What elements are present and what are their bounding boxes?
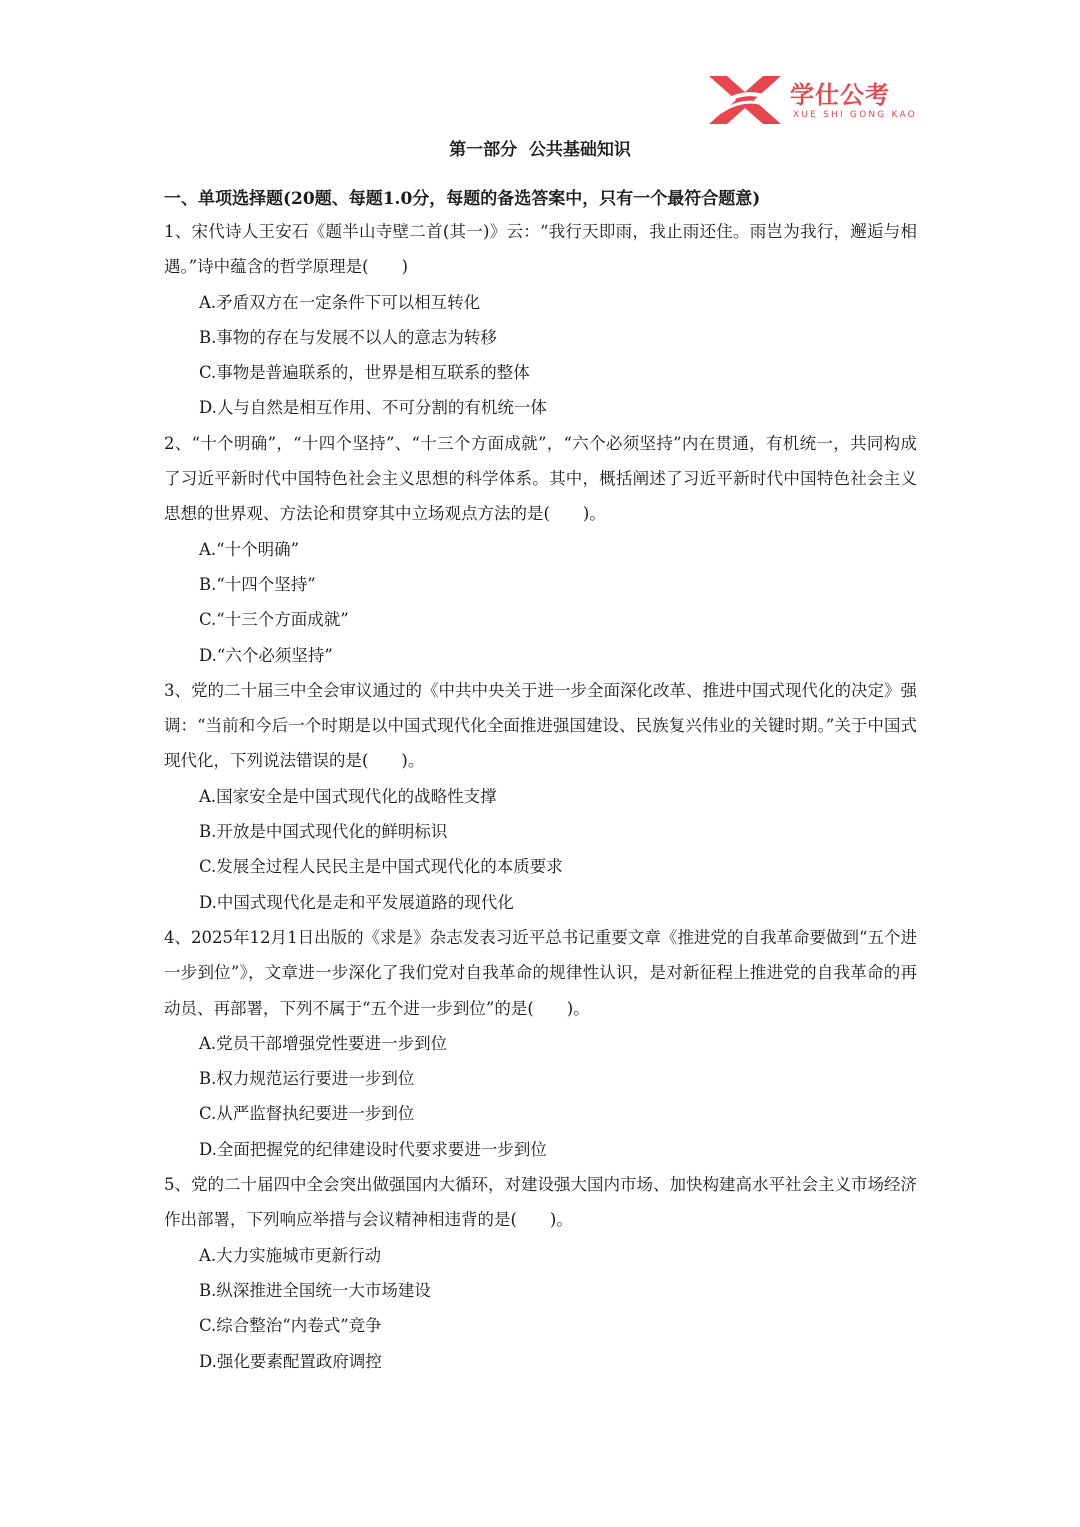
option-d: D.强化要素配置政府调控	[199, 1351, 382, 1371]
option-b: B.事物的存在与发展不以人的意志为转移	[199, 327, 497, 347]
option-c: C.综合整治“内卷式”竞争	[199, 1316, 382, 1336]
option-a: A.“十个明确”	[199, 539, 300, 559]
option-a: A.矛盾双方在一定条件下可以相互转化	[199, 292, 481, 312]
option-b: B.“十四个坚持”	[199, 574, 316, 594]
brand-logo	[707, 74, 922, 130]
option-b: B.权力规范运行要进一步到位	[199, 1069, 415, 1089]
logo-name-cn: 学仕公考	[790, 81, 890, 109]
option-c: C.“十三个方面成就”	[199, 610, 349, 630]
logo-name-en: XUE SHI GONG KAO	[793, 110, 917, 120]
question-stem: 5、党的二十届四中全会突出做强国内大循环，对建设强大国内市场、加快构建高水平社会主义市场经济作出部署，下列响应举措与会议精神相违背的是( )。	[164, 1175, 917, 1230]
option-a: A.大力实施城市更新行动	[199, 1245, 382, 1265]
option-a: A.党员干部增强党性要进一步到位	[199, 1033, 448, 1053]
question-stem: 1、宋代诗人王安石《题半山寺壁二首(其一)》云：“我行天即雨，我止雨还住。雨岂为我行，邂逅与相遇。”诗中蕴含的哲学原理是( )	[164, 222, 917, 277]
part-title: 第一部分 公共基础知识	[449, 140, 631, 160]
question-stem: 4、2025年12月1日出版的《求是》杂志发表习近平总书记重要文章《推进党的自我革命要做到“五个进一步到位”》，文章进一步深化了我们党对自我革命的规律性认识，是对新征程上推进党的自我革命的再动员、再部署，下列不属于“五个进一步到位”的是( )。	[164, 927, 917, 1018]
option-d: D.全面把握党的纪律建设时代要求要进一步到位	[199, 1139, 547, 1159]
option-d: D.“六个必须坚持”	[199, 645, 333, 665]
question-list	[164, 214, 917, 1379]
option-b: B.纵深推进全国统一大市场建设	[199, 1280, 431, 1300]
question-stem: 2、“十个明确”，“十四个坚持”、“十三个方面成就”，“六个必须坚持”内在贯通，有机统一，共同构成了习近平新时代中国特色社会主义思想的科学体系。其中，概括阐述了习近平新时代中国特色社会主义思想的世界观、方法论和贯穿其中立场观点方法的是( )。	[164, 433, 917, 524]
question-1	[164, 214, 917, 426]
question-3	[164, 673, 917, 920]
option-b: B.开放是中国式现代化的鲜明标识	[199, 822, 448, 842]
question-stem: 3、党的二十届三中全会审议通过的《中共中央关于进一步全面深化改革、推进中国式现代化的决定》强调：“当前和今后一个时期是以中国式现代化全面推进强国建设、民族复兴伟业的关键时期。”关于中国式现代化，下列说法错误的是( )。	[164, 680, 917, 771]
option-c: C.从严监督执纪要进一步到位	[199, 1104, 415, 1124]
question-2	[164, 426, 917, 673]
option-c: C.发展全过程人民民主是中国式现代化的本质要求	[199, 857, 563, 877]
question-5	[164, 1167, 917, 1379]
question-4	[164, 920, 917, 1167]
option-c: C.事物是普遍联系的，世界是相互联系的整体	[199, 363, 530, 383]
option-d: D.中国式现代化是走和平发展道路的现代化	[199, 892, 514, 912]
option-d: D.人与自然是相互作用、不可分割的有机统一体	[199, 398, 547, 418]
option-a: A.国家安全是中国式现代化的战略性支撑	[199, 786, 497, 806]
section-title: 一、单项选择题(20题、每题1.0分，每题的备选答案中，只有一个最符合题意)	[164, 189, 761, 209]
x-logo-icon	[707, 74, 783, 126]
